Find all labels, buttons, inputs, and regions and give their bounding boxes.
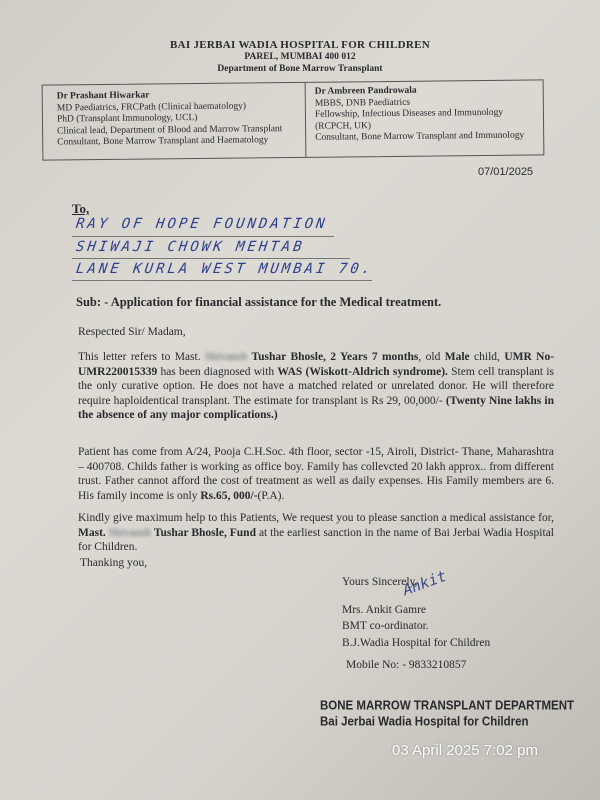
hospital-address: PAREL, MUMBAI 400 012 [244, 52, 356, 62]
patient-sex: Male [444, 351, 470, 363]
signer-org: B.J.Wadia Hospital for Children [342, 637, 491, 649]
subject-line: Sub: - Application for financial assistance for the Medical treatment. [76, 295, 442, 309]
stamp-line-1: BONE MARROW TRANSPLANT DEPARTMENT [320, 699, 575, 713]
doctor-right-line: Fellowship, Infectious Diseases and Immunology [314, 107, 504, 120]
underline-1 [72, 236, 334, 237]
para3-mast: Mast. [78, 526, 106, 539]
doctor-right-name: Dr Ambreen Pandrowala [314, 85, 417, 97]
para2-text: Patient has come from A/24, Pooja C.H.Soc. 4th floor, sector -15, Airoli, District- Thane, Maharashtra – 400708. Childs father is working as office boy. Family has collevcted 20 lakh approx.. from different trust. Father cannot afford the cost of treatment as well as daily expenses. His Family members are 6. His family income is only [78, 446, 554, 502]
letter-date: 07/01/2025 [478, 166, 534, 178]
doctor-right-line: MBBS, DNB Paediatrics [314, 97, 411, 109]
doctor-left-line: Clinical lead, Department of Blood and Marrow Transplant [57, 123, 283, 136]
recipient-line-2: SHIWAJI CHOWK MEHTAB [74, 239, 306, 255]
para1-text: Stem cell transplant is the only curative option. He does not have a matched related or unrelated donor. He will therefore require haploidentical transplant. The estimate for transplant is Rs 29, 00,000/- [78, 365, 555, 407]
recipient-line-3: LANE KURLA WEST MUMBAI 70. [74, 261, 375, 277]
paragraph-3 [78, 511, 554, 555]
para3-text: Kindly give maximum help to this Patients, We request you to please sanction a medical assistance for, [78, 512, 554, 524]
doctors-box-divider [305, 83, 307, 157]
para1-text: has been diagnosed with [160, 365, 275, 378]
para1-text: , old [418, 351, 441, 363]
doctor-right [315, 84, 544, 144]
underline-2 [72, 258, 350, 259]
para2-text: (P.A). [257, 489, 285, 502]
stamp-line-2: Bai Jerbai Wadia Hospital for Children [320, 715, 529, 729]
doctors-box [42, 79, 545, 160]
signature: Ankit [400, 566, 449, 600]
salutation: Respected Sir/ Madam, [78, 326, 186, 338]
closing: Thanking you, [80, 557, 148, 569]
para1-text: child, [474, 351, 500, 363]
fund-name: Tushar Bhosle, Fund [153, 526, 256, 539]
to-label: To, [72, 201, 90, 216]
doctor-left [57, 89, 303, 149]
para1-text: This letter refers to Mast. [78, 351, 201, 363]
signer-mobile: Mobile No: - 9833210857 [346, 659, 467, 671]
department-name: Department of Bone Marrow Transplant [217, 64, 383, 74]
underline-3 [72, 280, 372, 281]
redacted-name: Shivansh [108, 526, 151, 539]
patient-name: Tushar Bhosle, 2 Years 7 months [251, 351, 419, 363]
para3-text: at the earliest sanction in the name of Bai Jerbai Wadia Hospital for Children. [78, 526, 554, 553]
doctor-right-line: Consultant, Bone Marrow Transplant and Immunology [315, 130, 525, 143]
doctor-left-line: MD Paediatrics, FRCPath (Clinical haematology) [56, 100, 247, 113]
photo-timestamp: 03 April 2025 7:02 pm [392, 742, 538, 759]
signer-name: Mrs. Ankit Gamre [342, 604, 427, 616]
paragraph-2 [78, 445, 554, 503]
diagnosis: WAS (Wiskott-Aldrich syndrome). [277, 365, 448, 378]
doctor-left-name: Dr Prashant Hiwarkar [56, 90, 150, 102]
doctor-left-line: Consultant, Bone Marrow Transplant and Haematology [57, 135, 269, 148]
paragraph-1 [78, 350, 554, 423]
recipient-line-1: RAY OF HOPE FOUNDATION [74, 216, 329, 232]
doctor-right-line: (RCPCH, UK) [315, 120, 372, 132]
estimate-words: (Twenty Nine lakhs in the absence of any major complications.) [78, 394, 554, 421]
umr-number: UMR No- UMR220015339 [78, 351, 555, 378]
redacted-name: Shivansh [204, 351, 248, 363]
family-income: Rs.65, 000/- [200, 489, 258, 502]
signer-role: BMT co-ordinator. [342, 620, 429, 632]
hospital-name: BAI JERBAI WADIA HOSPITAL FOR CHILDREN [169, 39, 431, 51]
yours-sincerely: Yours Sincerely, [342, 576, 418, 588]
doctor-left-line: PhD (Transplant Immunology, UCL) [56, 113, 198, 125]
